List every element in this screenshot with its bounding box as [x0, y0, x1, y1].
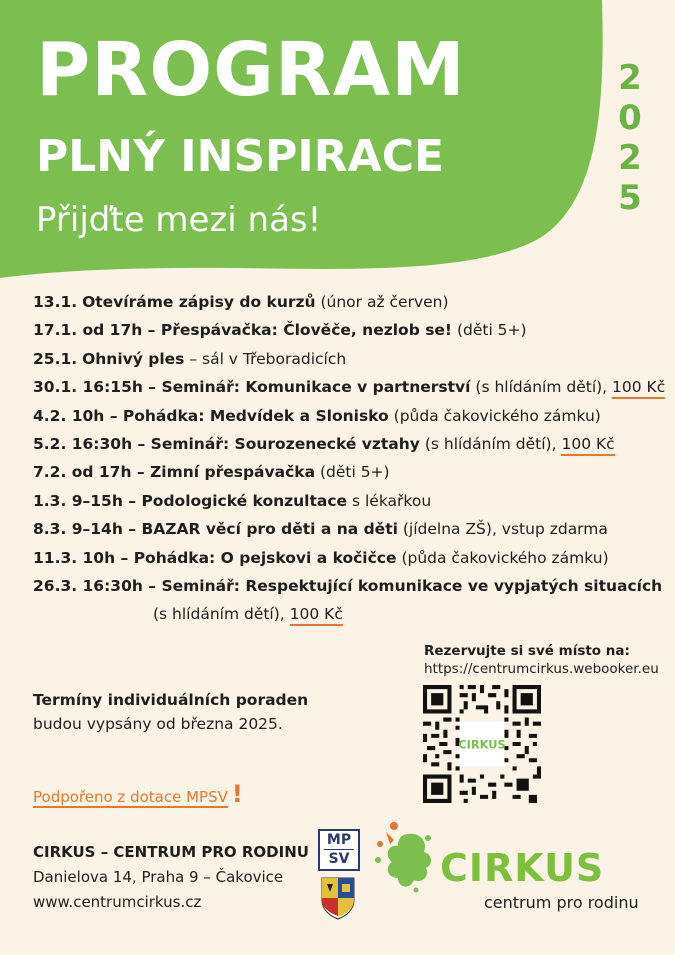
coat-of-arms-icon: [320, 876, 356, 920]
event-title: Pohádka: O pejskovi a kočičce: [133, 548, 397, 567]
event-note: (jídelna ZŠ), vstup zdarma: [397, 520, 608, 539]
event-item: [33, 373, 666, 401]
year-digit: 2: [618, 138, 642, 178]
event-note: (děti 5+): [452, 321, 527, 340]
event-note: (s hlídáním dětí),: [153, 605, 290, 624]
event-title: Otevíráme zápisy do kurzů: [82, 293, 316, 311]
event-item: [33, 487, 663, 515]
event-date: 8.3. 9–14h –: [33, 520, 142, 539]
event-date: 17.1. od 17h –: [33, 321, 161, 340]
subtitle: Přijďte mezi nás!: [36, 200, 322, 240]
title-inspiration: PLNÝ INSPIRACE: [36, 131, 445, 182]
event-title: Podologické konzultace: [141, 491, 348, 510]
year-digit: 0: [618, 98, 642, 138]
exclamation-mark: !: [231, 780, 243, 808]
event-title: Pohádka: Medvídek a Slonisko: [122, 406, 389, 425]
footer-contact: [33, 840, 309, 915]
event-title: Seminář: Sourozenecké vztahy: [150, 434, 420, 453]
event-date: 7.2. od 17h –: [33, 463, 151, 482]
event-item: [33, 458, 663, 486]
cirkus-logo-text: CIRKUS: [440, 846, 605, 890]
event-note: (s hlídáním dětí),: [419, 434, 562, 453]
event-note: (děti 5+): [315, 463, 390, 482]
event-title: BAZAR věcí pro děti a na děti: [141, 520, 398, 539]
event-item: [33, 515, 663, 543]
consultations-line2: budou vypsány od března 2025.: [33, 715, 283, 733]
event-item: [33, 430, 663, 458]
organization-website[interactable]: www.centrumcirkus.cz: [33, 893, 202, 911]
event-item-continuation: [33, 600, 663, 628]
support-note: [33, 780, 243, 808]
event-title: Ohnivý ples: [82, 349, 185, 368]
event-date: 25.1.: [33, 349, 78, 368]
qr-logo-text: CIRKUS: [458, 737, 506, 752]
event-item: [33, 572, 663, 600]
event-date: 30.1. 16:15h –: [33, 378, 162, 397]
event-note: (s hlídáním dětí),: [470, 378, 613, 397]
cirkus-logo-tagline: centrum pro rodinu: [484, 893, 639, 912]
event-date: 13.1.: [33, 293, 78, 311]
event-title: Seminář: Respektující komunikace ve vypjatých situacích: [161, 576, 663, 595]
event-note: (půda čakovického zámku): [388, 406, 601, 425]
organization-name: CIRKUS – CENTRUM PRO RODINU: [33, 843, 309, 861]
year-vertical: [612, 58, 648, 218]
event-note: s lékařkou: [347, 491, 432, 510]
title-program: PROGRAM: [36, 27, 466, 113]
mpsv-logo: [318, 829, 360, 871]
event-note: – sál v Třeboradicích: [184, 349, 347, 368]
year-digit: 2: [618, 58, 642, 98]
mpsv-logo-top: MP: [324, 831, 354, 850]
reservation-label: Rezervujte si své místo na:: [424, 643, 630, 659]
event-title: Zimní přespávačka: [150, 463, 316, 482]
event-note: (půda čakovického zámku): [396, 548, 609, 567]
event-title: Přespávačka: Člověče, nezlob se!: [160, 321, 453, 340]
event-item: [33, 544, 663, 572]
event-item: [33, 402, 663, 430]
event-date: 26.3. 16:30h –: [33, 576, 162, 595]
consultations-line1: Termíny individuálních poraden: [33, 691, 309, 709]
year-digit: 5: [618, 178, 642, 218]
event-list: [33, 288, 666, 629]
event-price: 100 Kč: [561, 435, 614, 456]
event-date: 1.3. 9–15h –: [33, 491, 142, 510]
mpsv-logo-bottom: SV: [328, 851, 350, 867]
event-item: [33, 288, 663, 316]
reservation-url[interactable]: https://centrumcirkus.webooker.eu: [424, 661, 659, 677]
organization-address: Danielova 14, Praha 9 – Čakovice: [33, 868, 284, 886]
qr-code[interactable]: [423, 685, 541, 803]
reservation-info: [424, 642, 659, 678]
event-note: (únor až červen): [315, 293, 449, 311]
consultations-note: [33, 688, 308, 736]
event-date: 4.2. 10h –: [33, 406, 123, 425]
event-date: 5.2. 16:30h –: [33, 434, 151, 453]
event-price: 100 Kč: [612, 378, 665, 399]
event-title: Seminář: Komunikace v partnerství: [161, 378, 471, 397]
event-item: [33, 316, 663, 344]
support-text: Podpořeno z dotace MPSV: [33, 788, 228, 806]
event-price: 100 Kč: [290, 605, 343, 626]
event-date: 11.3. 10h –: [33, 548, 134, 567]
event-item: [33, 345, 663, 373]
